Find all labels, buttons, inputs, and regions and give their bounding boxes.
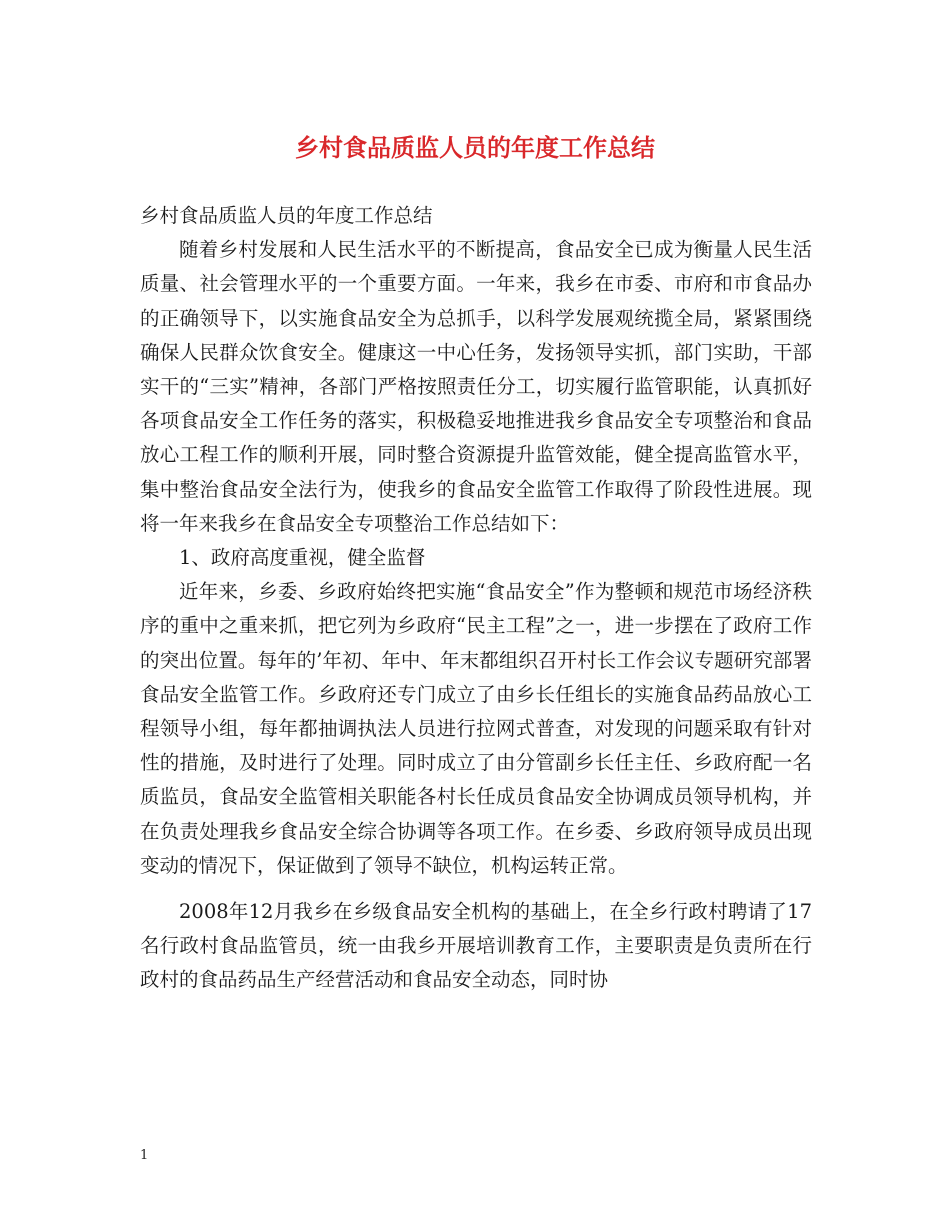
body-paragraph: 近年来，乡委、乡政府始终把实施“食品安全”作为整顿和规范市场经济秩序的重中之重来抓，把它列为乡政府“民主工程”之一，进一步摆在了政府工作的突出位置。每年的’年初、年中、年末都组织召开村长工作会议专题研究部署食品安全监管工作。乡政府还专门成立了由乡长任组长的实施食品药品放心工程领导小组，每年都抽调执法人员进行拉网式普查，对发现的问题采取有针对性的措施，及时进行了处理。同时成立了由分管副乡长任主任、乡政府配一名质监员，食品安全监管相关职能各村长任成员食品安全协调成员领导机构，并在负责处理我乡食品安全综合协调等各项工作。在乡委、乡政府领导成员出现变动的情况下，保证做到了领导不缺位，机构运转正常。	[140, 580, 812, 877]
page-number: 1	[140, 1148, 149, 1163]
subtitle-paragraph: 乡村食品质监人员的年度工作总结	[140, 204, 433, 227]
intro-paragraph: 随着乡村发展和人民生活水平的不断提高，食品安全已成为衡量人民生活质量、社会管理水平的一个重要方面。一年来，我乡在市委、市府和市食品办的正确领导下，以实施食品安全为总抓手，以科学发展观统揽全局，紧紧围绕确保人民群众饮食安全。健康这一中心任务，发扬领导实抓，部门实助，干部实干的“三实”精神，各部门严格按照责任分工，切实履行监管职能，认真抓好各项食品安全工作任务的落实，积极稳妥地推进我乡食品安全专项整治和食品放心工程工作的顺利开展，同时整合资源提升监管效能，健全提高监管水平，集中整治食品安全法行为，使我乡的食品安全监管工作取得了阶段性进展。现将一年来我乡在食品安全专项整治工作总结如下：	[140, 238, 812, 535]
document-body	[140, 199, 812, 998]
section-heading: 1、政府高度重视，健全监督	[179, 546, 426, 570]
document-title: 乡村食品质监人员的年度工作总结	[295, 134, 655, 162]
body-paragraph: 2008年12月我乡在乡级食品安全机构的基础上，在全乡行政村聘请了17名行政村食品监管员，统一由我乡开展培训教育工作，主要职责是负责所在行政村的食品药品生产经营活动和食品安全动态，同时协	[140, 900, 812, 992]
